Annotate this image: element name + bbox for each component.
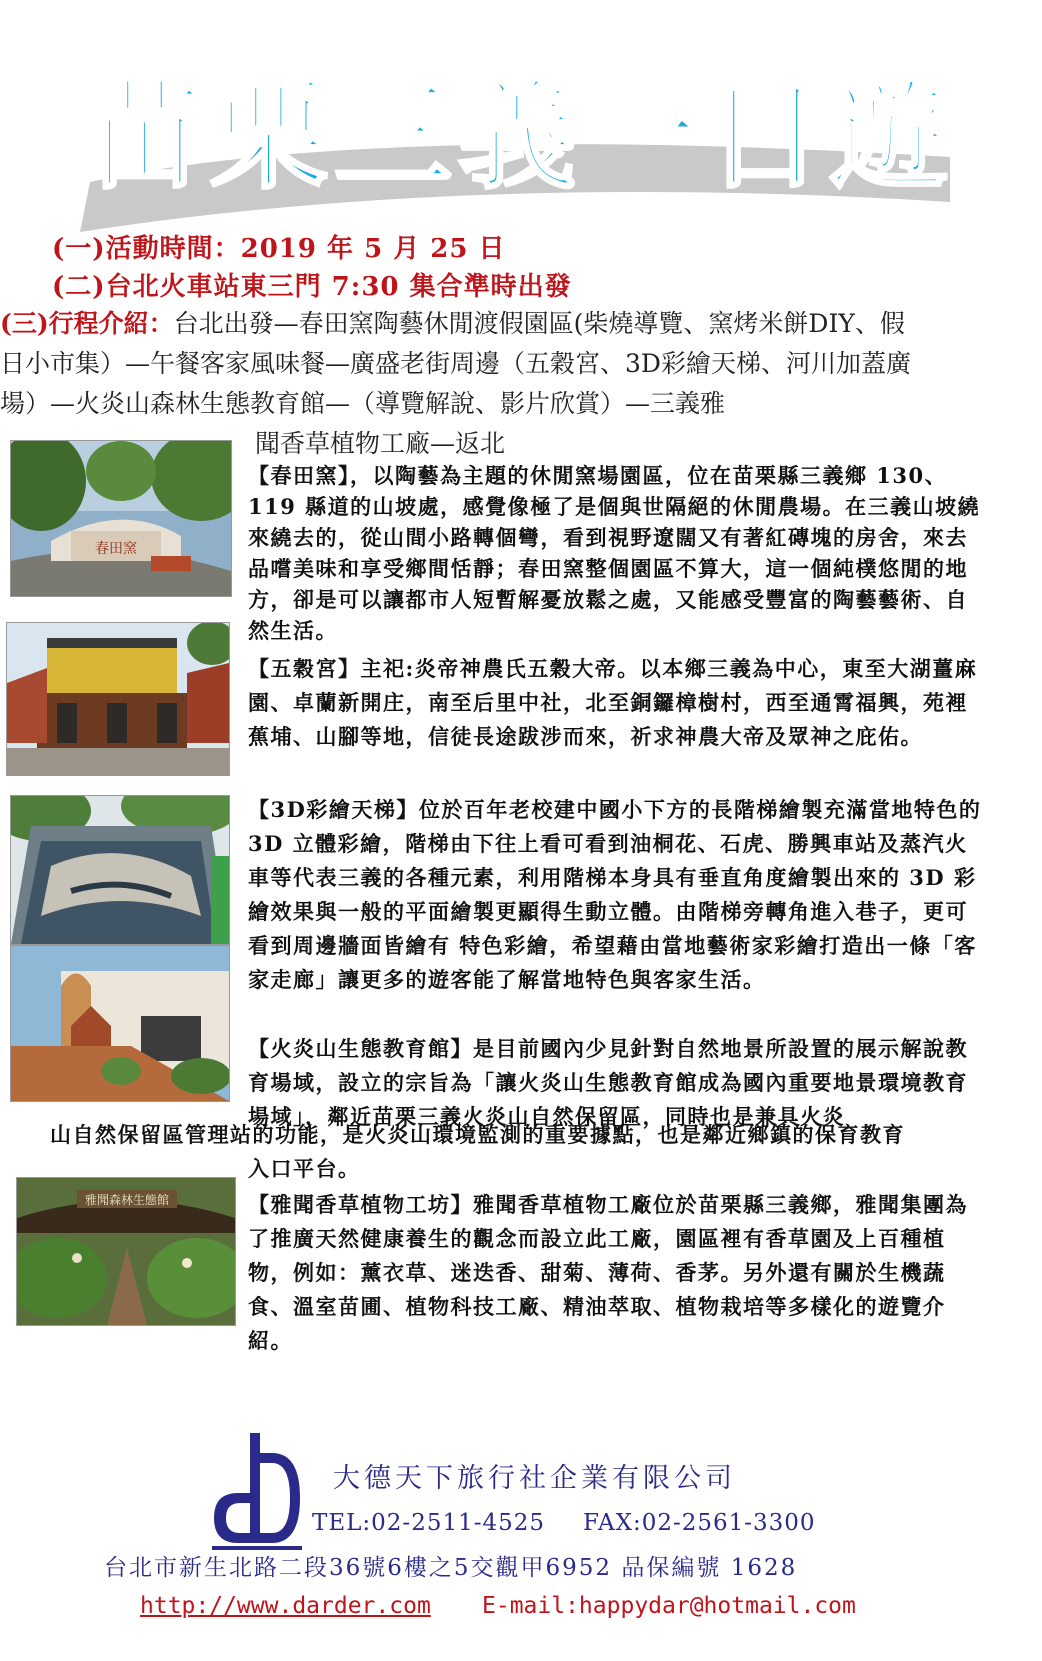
company-tel: TEL:02-2511-4525: [312, 1510, 546, 1536]
eco-hall-photo: [10, 945, 230, 1102]
activity-date: (一)活動時間：2019 年 5 月 25 日: [52, 234, 506, 264]
company-email[interactable]: E-mail:happydar@hotmail.com: [482, 1593, 856, 1619]
company-name: 大德天下旅行社企業有限公司: [333, 1463, 736, 1494]
company-address: 台北市新生北路二段36號6樓之5交觀甲6952 品保編號 1628: [104, 1555, 798, 1581]
company-fax: FAX:02-2561-3300: [583, 1510, 816, 1536]
itinerary-text: 台北出發—春田窯陶藝休閒渡假園區(柴燒導覽、窯烤米餅DIY、假日小市集）—午餐客家風味餐—廣盛老街周邊（五穀宮、3D彩繪天梯、河川加蓋廣場）—火炎山森林生態教育館—（導覽解說、影片欣賞）—三義雅: [0, 309, 911, 418]
section-3d-stairs: 【3D彩繪天梯】位於百年老校建中國小下方的長階梯繪製充滿當地特色的 3D 立體彩繪，階梯由下往上看可看到油桐花、石虎、勝興車站及蒸汽火車等代表三義的各種元素，利用階梯本身具有垂直角度繪製出來的 3D 彩繪效果與一般的平面繪製更顯得生動立體。由階梯旁轉角進入巷子，更可看到周邊牆面皆繪有 特色彩繪，希望藉由當地藝術家彩繪打造出一條「客家走廊」讓更多的遊客能了解當地特色與客家生活。: [248, 797, 982, 992]
itinerary-tail: 聞香草植物工廠—返北: [255, 429, 506, 458]
page-title: 苗栗三義一日遊: [85, 67, 955, 205]
section-herb: 【雅聞香草植物工坊】雅聞香草植物工廠位於苗栗縣三義鄉，雅聞集團為了推廣天然健康養生的觀念而設立此工廠，園區裡有香草園及上百種植物，例如：薰衣草、迷迭香、甜菊、薄荷、香茅。另外還有關於生機蔬食、溫室苗圃、植物科技工廠、精油萃取、植物栽培等多樣化的遊覽介紹。: [248, 1192, 968, 1353]
herb-sign: 雅聞森林生態館: [84, 1193, 170, 1207]
herb-factory-photo: [16, 1177, 236, 1326]
section-eco-hall-cont: 山自然保留區管理站的功能，是火炎山環境監測的重要據點，也是鄰近鄉鎮的保育教育: [50, 1122, 905, 1147]
chuntian-sign: 春田窯: [95, 541, 137, 557]
chuntian-photo: [10, 440, 232, 597]
wugu-temple-photo: [6, 622, 230, 776]
section-eco-hall-tail: 入口平台。: [248, 1156, 361, 1181]
meeting-point: (二)台北火車站東三門 7:30 集合準時出發: [52, 272, 572, 302]
section-eco-hall: 【火炎山生態教育館】是目前國內少見針對自然地景所設置的展示解說教育場域，設立的宗旨為「讓火炎山生態教育館成為國內重要地景環境教育場域」，鄰近苗栗三義火炎山自然保留區，同時也是兼具火炎: [248, 1036, 968, 1129]
title-banner: [70, 62, 970, 242]
section-chuntian: 【春田窯】，以陶藝為主題的休閒窯場園區，位在苗栗縣三義鄉 130、119 縣道的山坡處，感覺像極了是個與世隔絕的休閒農場。在三義山坡繞來繞去的，從山間小路轉個彎，看到視野遼闊又有著紅磚塊的房舍，來去品嚐美味和享受鄉間恬靜；春田窯整個園區不算大，這一個純樸悠閒的地方，卻是可以讓都市人短暫解憂放鬆之處，又能感受豐富的陶藝藝術、自然生活。: [248, 463, 981, 643]
title-graphic: [70, 62, 970, 242]
itinerary-intro: [0, 304, 920, 424]
itinerary-label: (三)行程介紹：: [0, 309, 174, 338]
company-logo: [212, 1433, 302, 1555]
company-website-link[interactable]: http://www.darder.com: [140, 1593, 431, 1619]
stairs-photo: [10, 795, 230, 945]
section-wugu: 【五穀宮】主祀:炎帝神農氏五穀大帝。以本鄉三義為中心，東至大湖薑麻園、卓蘭新開庄，南至后里中社，北至銅鑼樟樹村，西至通霄福興，苑裡蕉埔、山腳等地，信徒長途跋涉而來，祈求神農大帝及眾神之庇佑。: [248, 656, 978, 749]
